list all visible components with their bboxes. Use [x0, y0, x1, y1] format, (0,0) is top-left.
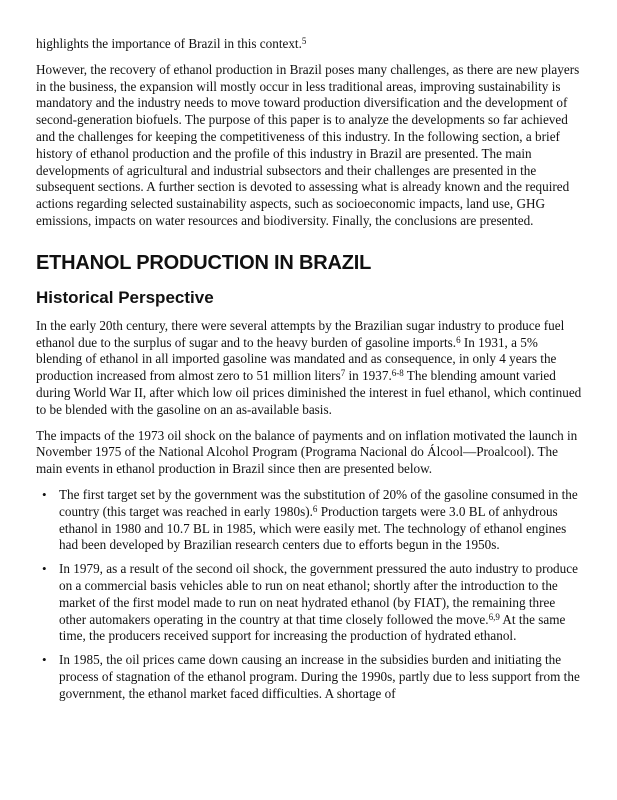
list-item: • The first target set by the government was the substitution of 20% of the gasoline consumed in the country (this target was reached in early 1980s).$^6$ Production targets were 3.0 BL of anhydrous ethanol in 1980 and 10.7 BL in 1985, which were easily met. The technology of ethanol engines had been developed by Brazilian research centers due to efforts begun in the 1950s. [42, 486, 578, 553]
document-page [36, 36, 584, 710]
intro-continuation-paragraph: highlights the importance of Brazil in this context.$^5$ [36, 36, 307, 51]
footnote-ref[interactable]: 6,9 [488, 611, 500, 622]
history-paragraph: In the early 20th century, there were several attempts by the Brazilian sugar industry to produce fuel ethanol due to the surplus of sugar and to the heavy burden of gasoline imports.$^6$ In 1931, a 5% blending of ethanol in all imported gasoline was mandated and as consequence, in only 4 years the production increased from almost zero to 51 million liters$^7$ in 1937.$^{6-8}$ The blending amount varied during World War II, after which low oil prices diminished the interest in fuel ethanol, which continued to be blended with the gasoline on an as-available basis. [36, 317, 582, 417]
footnote-ref[interactable]: 6 [456, 334, 461, 345]
events-list [36, 487, 584, 703]
footnote-ref[interactable]: 7 [340, 368, 346, 379]
footnote-ref[interactable]: 5 [301, 36, 307, 46]
footnote-ref[interactable]: 6 [312, 503, 318, 514]
footnote-ref[interactable]: 6-8 [391, 368, 404, 379]
list-item: • In 1979, as a result of the second oil shock, the government pressured the auto industry to produce on a commercial basis vehicles able to run on neat ethanol; shortly after the introduction to the market of the first model made to run on neat hydrated ethanol (by FIAT), the remaining three other automakers operating in the country at that time closely followed the move.$^{6,9}$ At the same time, the producers received support for increasing the production of hydrated ethanol. [42, 561, 578, 644]
section-heading: ETHANOL PRODUCTION IN BRAZIL [36, 251, 372, 274]
list-item: • In 1985, the oil prices came down causing an increase in the subsidies burden and initiating the process of stagnation of the ethanol program. During the 1990s, partly due to less support from the government, the ethanol market faced difficulties. A shortage of [42, 652, 580, 701]
oil-shock-paragraph: The impacts of the 1973 oil shock on the balance of payments and on inflation motivated the launch in November 1975 of the National Alcohol Program (Programa Nacional do Álcool—Proalcool). The main events in ethanol production in Brazil since then are presented below. [36, 427, 578, 477]
subsection-heading: Historical Perspective [36, 287, 214, 307]
bullet-icon: • [42, 561, 47, 577]
bullet-icon: • [42, 652, 47, 668]
bullet-icon: • [42, 486, 47, 502]
purpose-paragraph: However, the recovery of ethanol production in Brazil poses many challenges, as there are new players in the business, the expansion will mostly occur in less traditional areas, improving sustainability is mandatory and the industry needs to move toward production diversification and the development of second-generation biofuels. The purpose of this paper is to analyze the developments so far achieved and the challenges for keeping the competitiveness of this industry. In the following section, a brief history of ethanol production and the profile of this industry in Brazil are presented. The main developments of agricultural and industrial subsectors and their challenges are presented in the subsequent sections. A further section is devoted to assessing what is already known and the required actions regarding selected sustainability aspects, such as socioeconomic impacts, land use, GHG emissions, impacts on water resources and biodiversity. Finally, the conclusions are presented. [36, 61, 580, 228]
